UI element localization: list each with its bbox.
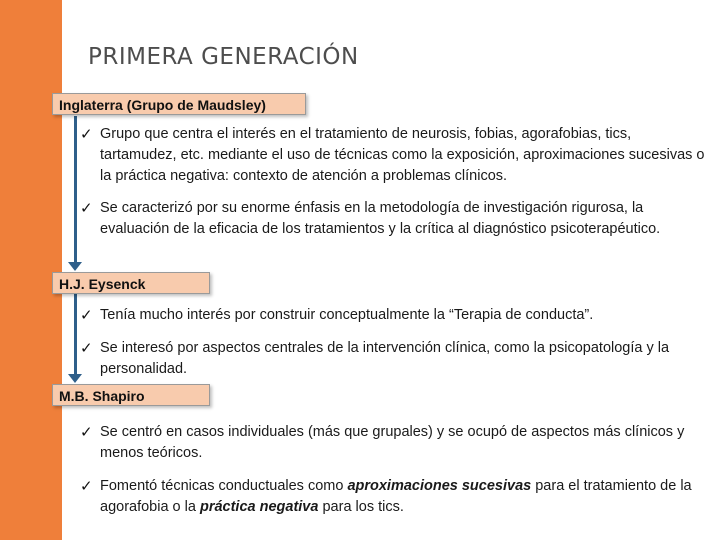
bullet-text-part: Fomentó técnicas conductuales como xyxy=(100,478,348,494)
bullet-item xyxy=(80,422,710,464)
bullet-text: Se interesó por aspectos centrales de la intervención clínica, como la psicopatología y la personalidad. xyxy=(100,340,670,377)
slide-title: PRIMERA GENERACIÓN xyxy=(88,44,359,70)
bullet-item xyxy=(80,124,710,187)
bullet-text-part: para los tics. xyxy=(318,499,404,515)
section-label-shapiro: M.B. Shapiro xyxy=(52,384,210,406)
bullet-text-part: para el tratamiento de la agorafobia o la xyxy=(100,478,692,515)
checkmark-icon: ✓ xyxy=(80,478,93,495)
emphasis-practica-negativa: práctica negativa xyxy=(199,499,319,515)
bullet-text: Grupo que centra el interés en el tratamiento de neurosis, fobias, agorafobias, tics, tartamudez, etc. mediante el uso de técnicas como la exposición, aproximaciones sucesivas o la práctica negativa: contexto de atención a problemas clínicos. xyxy=(100,126,705,184)
emphasis-aproximaciones: aproximaciones sucesivas xyxy=(347,478,532,494)
sidebar-accent-bar xyxy=(0,0,62,540)
connector-line-1 xyxy=(74,116,77,262)
checkmark-icon: ✓ xyxy=(80,340,93,357)
checkmark-icon: ✓ xyxy=(80,200,93,217)
bullet-text: Se caracterizó por su enorme énfasis en la metodología de investigación rigurosa, la evaluación de la eficacia de los tratamientos y la crítica al diagnóstico psicoterapéutico. xyxy=(100,200,661,237)
checkmark-icon: ✓ xyxy=(80,424,93,441)
checkmark-icon: ✓ xyxy=(80,307,93,324)
connector-line-2 xyxy=(74,294,77,374)
checkmark-icon: ✓ xyxy=(80,126,93,143)
bullet-item xyxy=(80,476,710,518)
section-label-maudsley: Inglaterra (Grupo de Maudsley) xyxy=(52,93,306,115)
connector-arrow-1 xyxy=(68,262,82,271)
section-label-eysenck: H.J. Eysenck xyxy=(52,272,210,294)
bullet-text: Se centró en casos individuales (más que grupales) y se ocupó de aspectos más clínicos y menos teóricos. xyxy=(100,424,685,461)
bullet-text xyxy=(80,476,710,518)
bullet-item xyxy=(80,338,710,380)
bullet-text: Tenía mucho interés por construir conceptualmente la “Terapia de conducta”. xyxy=(100,307,594,323)
bullet-item xyxy=(80,198,710,240)
bullet-item xyxy=(80,305,710,326)
